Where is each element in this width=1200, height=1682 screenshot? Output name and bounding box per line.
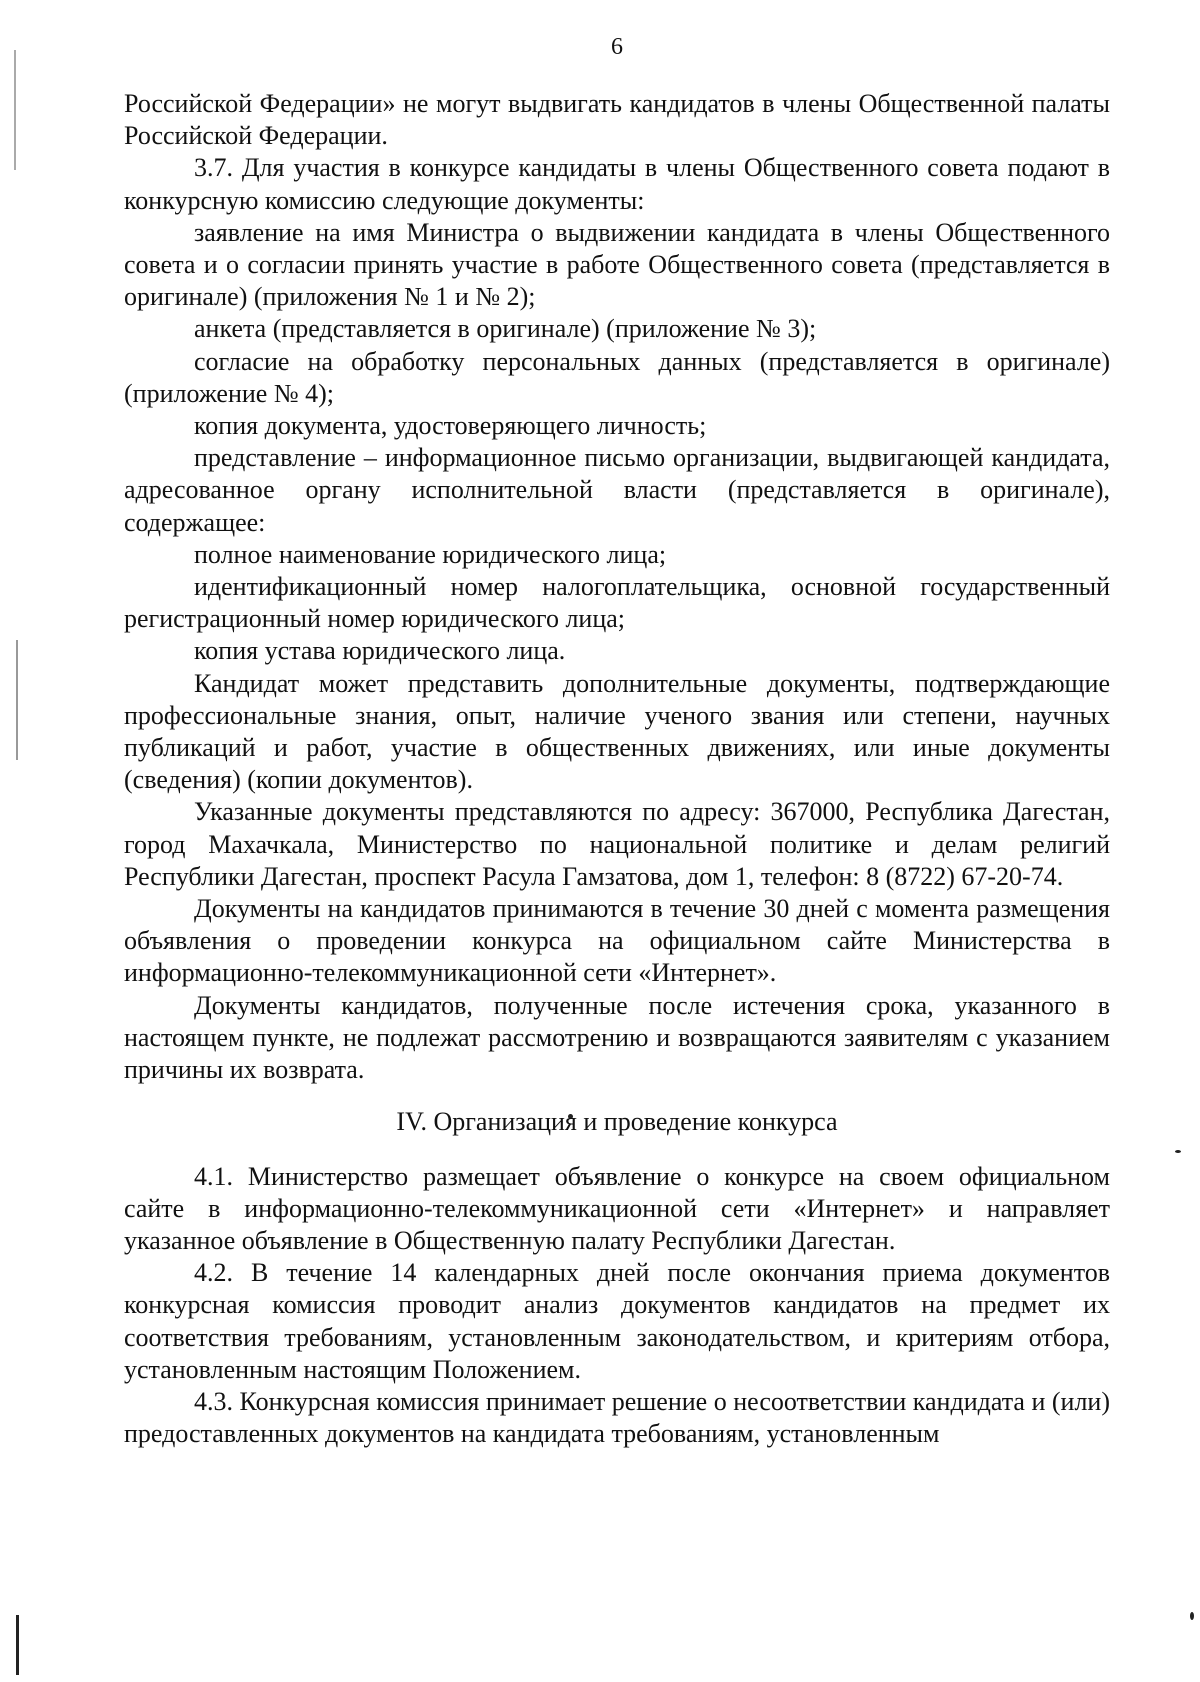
paragraph: Кандидат может представить дополнительные документы, подтверждающие профессиональные знания, опыт, наличие ученого звания или степени, научных публикаций и работ, участие в общественных движениях, или иные документы (сведения) (копии документов). [124, 668, 1110, 795]
page-number: 6 [611, 34, 623, 60]
scan-margin-line [16, 1615, 19, 1675]
paragraph: Документы на кандидатов принимаются в течение 30 дней с момента размещения объявления о проведении конкурса на официальном сайте Министерства в информационно-телекоммуникационной сети «Интернет». [124, 894, 1110, 988]
list-item: копия устава юридического лица. [194, 636, 566, 666]
paragraph: Российской Федерации» не могут выдвигать кандидатов в члены Общественной палаты Российской Федерации. [124, 89, 1110, 151]
paragraph: 3.7. Для участия в конкурсе кандидаты в члены Общественного совета подают в конкурсную комиссию следующие документы: [124, 153, 1110, 215]
list-item: анкета (представляется в оригинале) (приложение № 3); [194, 314, 817, 344]
list-item: представление – информационное письмо организации, выдвигающей кандидата, адресованное органу исполнительной власти (представляется в оригинале), содержащее: [124, 443, 1110, 537]
paragraph: Документы кандидатов, полученные после истечения срока, указанного в настоящем пункте, не подлежат рассмотрению и возвращаются заявителям с указанием причины их возврата. [124, 990, 1110, 1085]
paragraph: Указанные документы представляются по адресу: 367000, Республика Дагестан, город Махачкала, Министерство по национальной политике и делам религий Республики Дагестан, проспект Расула Гамзатова, дом 1, телефон: 8 (8722) 67-20-74. [124, 797, 1110, 891]
scan-dot [1190, 1612, 1194, 1620]
document-body [124, 88, 1110, 1450]
paragraph: 4.1. Министерство размещает объявление о конкурсе на своем официальном сайте в информационно-телекоммуникационной сети «Интернет» и направляет указанное объявление в Общественную палату Республики Дагестан. [124, 1161, 1110, 1255]
list-item: полное наименование юридического лица; [194, 539, 667, 569]
list-item: заявление на имя Министра о выдвижении кандидата в члены Общественного совета и о согласии принять участие в работе Общественного совета (представляется в оригинале) (приложения № 1 и № 2); [124, 217, 1110, 312]
section-heading: IV. Организация и проведение конкурса [396, 1107, 838, 1137]
scan-dot [1175, 1150, 1181, 1153]
list-item: копия документа, удостоверяющего личность; [194, 411, 707, 441]
paragraph: 4.2. В течение 14 календарных дней после окончания приема документов конкурсная комиссия проводит анализ документов кандидатов на предмет их соответствия требованиям, установленным законодательством, и критериям отбора, установленным настоящим Положением. [124, 1258, 1110, 1384]
scan-margin-line [16, 640, 18, 760]
paragraph: 4.3. Конкурсная комиссия принимает решение о несоответствии кандидата и (или) предоставленных документов на кандидата требованиям, установленным [124, 1386, 1110, 1449]
list-item: согласие на обработку персональных данных (представляется в оригинале) (приложение № 4); [124, 346, 1110, 408]
list-item: идентификационный номер налогоплательщика, основной государственный регистрационный номер юридического лица; [124, 572, 1110, 634]
scan-margin-line [14, 50, 16, 170]
